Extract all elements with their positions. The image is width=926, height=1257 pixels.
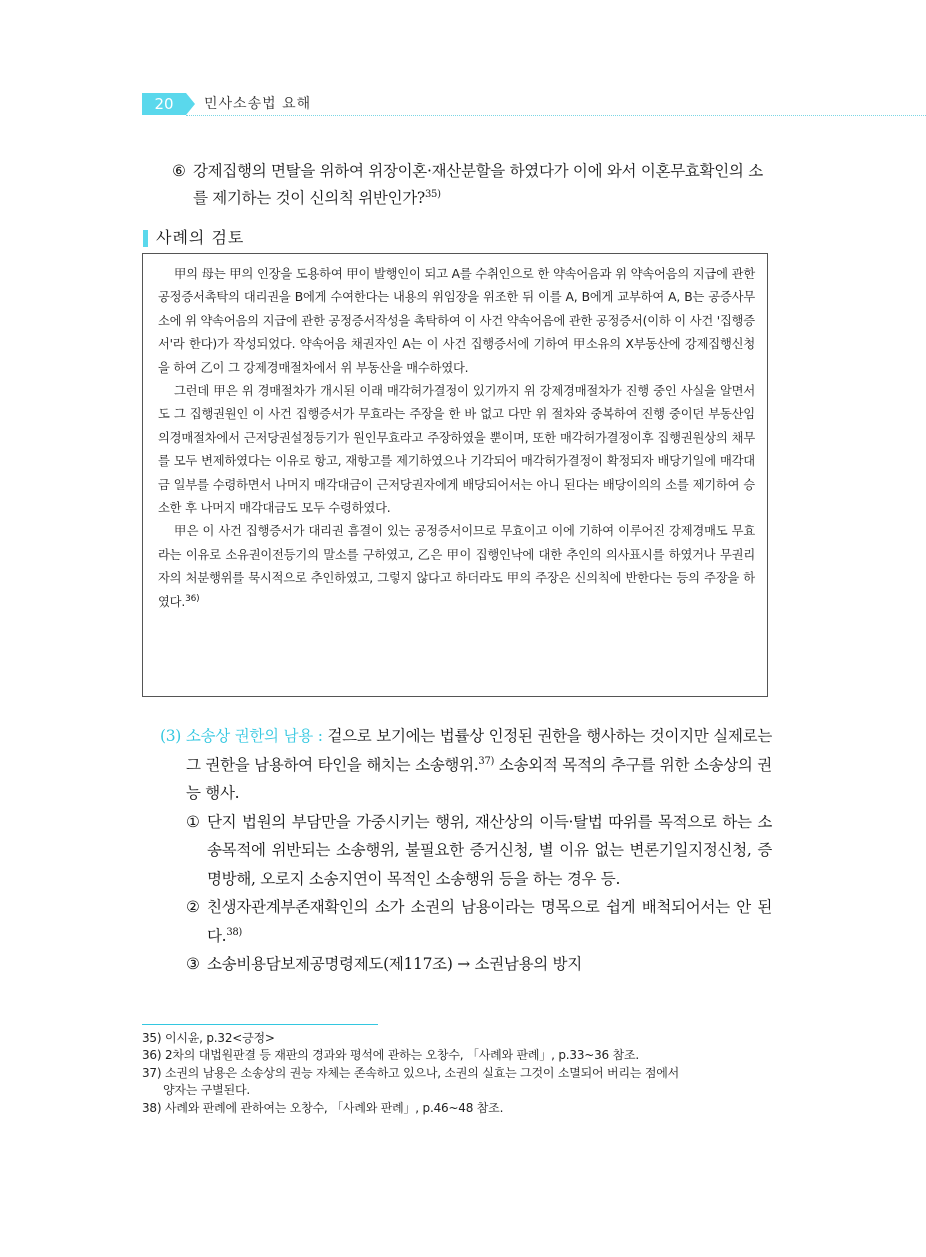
item-text xyxy=(172,158,772,212)
subsection-text: 겉으로 보기에는 법률상 인정된 권한을 행사하는 것이지만 실제로는 그 권한을 남용하여 타인을 해치는 소송행위. xyxy=(186,727,772,774)
sub-item-text: 친생자관계부존재확인의 소가 소권의 남용이라는 명목으로 쉽게 배척되어서는 안 된다. xyxy=(207,898,772,945)
footnotes xyxy=(142,1030,782,1117)
page-number: 20 xyxy=(142,93,186,115)
page-header xyxy=(142,93,926,119)
case-paragraph-text: 甲은 이 사건 집행증서가 대리권 흠결이 있는 공정증서이므로 무효이고 이에 기하여 이루어진 강제경매도 무효라는 이유로 소유권이전등기의 말소를 구하였고, 乙은 甲이 집행인낙에 대한 추인의 의사표시를 하였거나 무권리자의 처분행위를 묵시적으로 추인하였고, 그렇지 않다고 하더라도 甲의 주장은 신의칙에 반한다는 등의 주장을 하였다. xyxy=(158,524,755,609)
footnote-38 xyxy=(142,1100,782,1117)
case-paragraph: 甲의 母는 甲의 인장을 도용하여 甲이 발행인이 되고 A를 수취인으로 한 약속어음과 위 약속어음의 지급에 관한 공정증서촉탁의 대리권을 B에게 수여한다는 내용의 위임장을 위조한 뒤 이를 A, B에게 교부하여 A, B는 공증사무소에 위 약속어음의 지급에 관한 공정증서작성을 촉탁하여 이 사건 약속어음에 관한 공정증서(이하 이 사건 '집행증서'라 한다)가 작성되었다. 약속어음 채권자인 A는 이 사건 집행증서에 기하여 甲소유의 X부동산에 강제집행신청을 하여 乙이 그 강제경매절차에서 위 부동산을 매수하였다. xyxy=(158,267,755,375)
sub-item-marker: ③ xyxy=(186,955,200,973)
footnote-continuation: 양자는 구별된다. xyxy=(163,1083,250,1098)
section-title: 사례의 검토 xyxy=(156,228,245,247)
footnote-ref[interactable]: 37) xyxy=(478,755,495,767)
sub-item-2 xyxy=(186,893,772,950)
footnote-text: 35) 이시윤, p.32<긍정> xyxy=(142,1031,275,1045)
item-marker: ⑥ xyxy=(172,162,186,180)
subsection-intro xyxy=(160,722,772,808)
footnote-35 xyxy=(142,1030,782,1047)
sub-item-3 xyxy=(186,950,772,979)
subsection-lead: (3) 소송상 권한의 남용 : xyxy=(160,727,323,745)
case-paragraph xyxy=(158,520,755,614)
case-box xyxy=(142,253,768,697)
footnote-text: 38) 사례와 판례에 관하여는 오창수, 「사례와 판례」, p.46~48 참조. xyxy=(142,1100,504,1115)
sub-item-text: 소송비용담보제공명령제도(제117조) → 소권남용의 방지 xyxy=(207,955,582,973)
item-text-body: 강제집행의 면탈을 위하여 위장이혼·재산분할을 하였다가 이에 와서 이혼무효확인의 소를 제기하는 것이 신의칙 위반인가? xyxy=(193,162,763,207)
sub-item-text: 단지 법원의 부담만을 가중시키는 행위, 재산상의 이득·탈법 따위를 목적으로 하는 소송목적에 위반되는 소송행위, 불필요한 증거신청, 별 이유 없는 변론기일지정신청, 증명방해, 오로지 소송지연이 목적인 소송행위 등을 하는 경우 등. xyxy=(207,812,772,888)
header-dotted-rule xyxy=(186,115,926,116)
book-title: 민사소송법 요해 xyxy=(204,96,312,112)
subsection-text-cont: 소송외적 목적의 추구를 위한 소송상의 권능 행사. xyxy=(186,755,772,802)
case-paragraph: 그런데 甲은 위 경매절차가 개시된 이래 매각허가결정이 있기까지 위 강제경매절차가 진행 중인 사실을 알면서도 그 집행권원인 이 사건 집행증서가 무효라는 주장을 한 바 없고 다만 위 절차와 중복하여 진행 중이던 부동산임의경매절차에서 근저당권설정등기가 원인무효라고 주장하였을 뿐이며, 또한 매각허가결정이후 집행권원상의 채무를 모두 변제하였다는 이유로 항고, 재항고를 제기하였으나 기각되어 매각허가결정이 확정되자 배당기일에 매각대금 일부를 수령하면서 나머지 매각대금이 근저당권자에게 배당되어서는 아니 된다는 배당이의의 소를 제기하여 승소한 후 나머지 매각대금도 모두 수령하였다. xyxy=(158,384,755,516)
question-item-6 xyxy=(172,158,772,212)
subsection-3 xyxy=(160,722,772,979)
sub-item-1 xyxy=(186,808,772,894)
sub-item-marker: ① xyxy=(186,812,200,831)
footnote-36 xyxy=(142,1047,782,1064)
footnote-ref[interactable]: 38) xyxy=(226,926,243,938)
page-number-tab-arrow xyxy=(186,93,195,115)
footnote-37 xyxy=(142,1065,782,1100)
footnote-ref[interactable]: 36) xyxy=(185,593,200,604)
sub-item-marker: ② xyxy=(186,898,200,916)
footnote-text: 37) 소권의 남용은 소송상의 권능 자체는 존속하고 있으나, 소권의 실효는 그것이 소멸되어 버리는 점에서 xyxy=(142,1065,680,1080)
section-accent-bar xyxy=(143,230,148,247)
footnote-text: 36) 2차의 대법원판결 등 재판의 경과와 평석에 관하는 오창수, 「사례와 판례」, p.33~36 참조. xyxy=(142,1048,639,1063)
footnote-divider xyxy=(142,1024,378,1025)
footnote-ref[interactable]: 35) xyxy=(424,189,441,200)
